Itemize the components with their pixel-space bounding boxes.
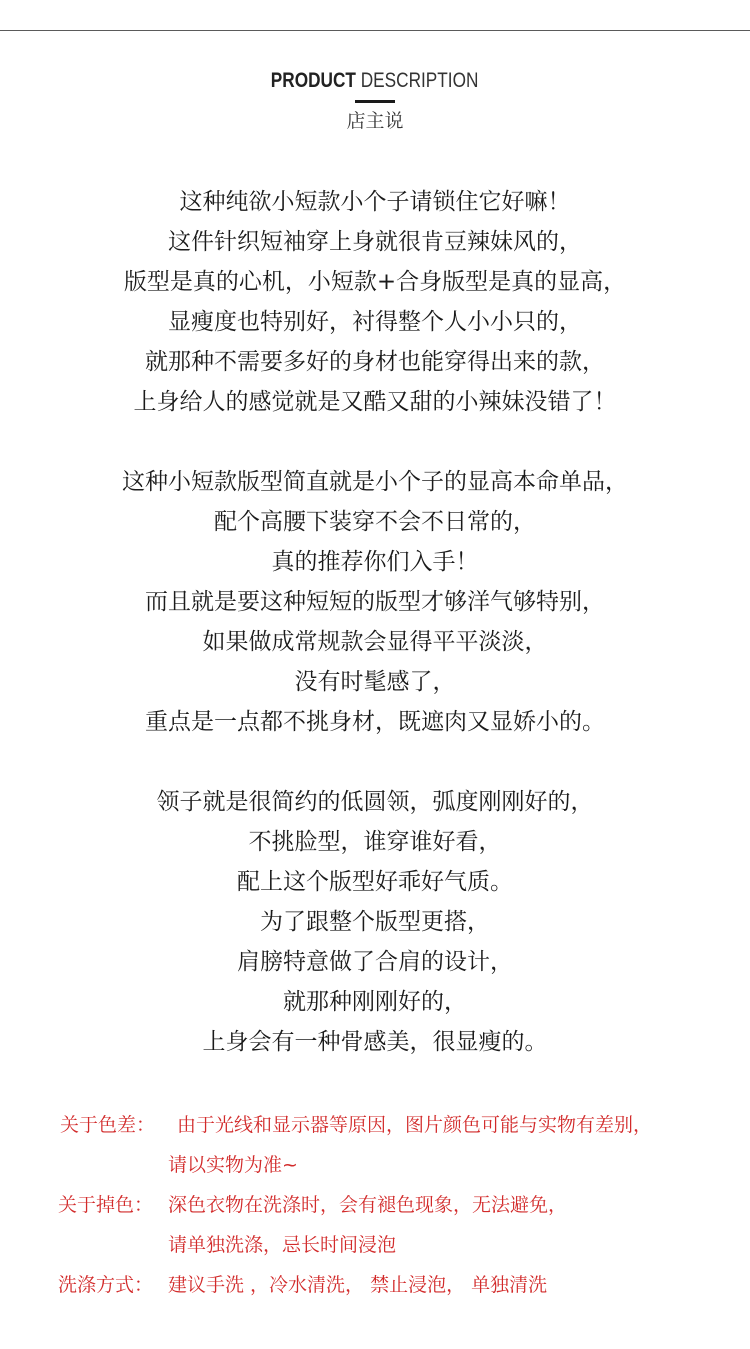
paragraph-line: 这件针织短袖穿上身就很肯豆辣妹风的， <box>168 229 582 255</box>
paragraph-line: 上身会有一种骨感美，很显瘦的。 <box>202 1029 548 1055</box>
note-washing-method <box>0 1265 750 1305</box>
paragraph-line: 而且就是要这种短短的版型才够洋气够特别， <box>145 589 605 615</box>
description-paragraph-2 <box>0 462 750 742</box>
note-text: 请以实物为准~ <box>168 1154 298 1176</box>
note-label-fading: 关于掉色： <box>58 1194 154 1216</box>
paragraph-line: 就那种刚刚好的， <box>283 989 467 1015</box>
note-label-washing: 洗涤方式： <box>58 1274 154 1296</box>
paragraph-line: 上身给人的感觉就是又酷又甜的小辣妹没错了！ <box>133 389 617 415</box>
paragraph-line: 没有时髦感了， <box>294 669 456 695</box>
paragraph-line: 真的推荐你们入手！ <box>271 549 479 575</box>
title-underline <box>355 100 395 103</box>
note-color-difference-continued <box>0 1145 750 1185</box>
description-paragraph-3 <box>0 782 750 1062</box>
note-label-color-difference: 关于色差： <box>60 1114 156 1136</box>
note-text: 建议手洗 ，冷水清洗， 禁止浸泡， 单独清洗 <box>168 1274 548 1296</box>
paragraph-line: 就那种不需要多好的身材也能穿得出来的款， <box>145 349 605 375</box>
note-text: 由于光线和显示器等原因，图片颜色可能与实物有差别， <box>177 1114 653 1136</box>
section-header <box>0 66 750 96</box>
note-text: 深色衣物在洗涤时，会有褪色现象，无法避免， <box>168 1194 568 1216</box>
paragraph-line: 肩膀特意做了合肩的设计， <box>237 949 513 975</box>
note-text: 请单独洗涤，忌长时间浸泡 <box>168 1234 397 1256</box>
note-color-difference <box>0 1105 750 1145</box>
description-paragraph-1 <box>0 182 750 422</box>
paragraph-line: 重点是一点都不挑身材，既遮肉又显娇小的。 <box>145 709 605 735</box>
paragraph-line: 这种纯欲小短款小个子请锁住它好嘛！ <box>179 189 571 215</box>
top-divider <box>0 30 750 31</box>
paragraph-line: 如果做成常规款会显得平平淡淡， <box>202 629 548 655</box>
section-title-bold: PRODUCT <box>271 69 357 92</box>
paragraph-line: 配上这个版型好乖好气质。 <box>237 869 513 895</box>
section-title <box>271 66 479 96</box>
paragraph-line: 显瘦度也特别好，衬得整个人小小只的， <box>168 309 582 335</box>
note-fading <box>0 1185 750 1225</box>
paragraph-line: 版型是真的心机，小短款+合身版型是真的显高， <box>123 269 627 295</box>
paragraph-line: 不挑脸型，谁穿谁好看， <box>248 829 502 855</box>
paragraph-line: 这种小短款版型简直就是小个子的显高本命单品， <box>122 469 628 495</box>
paragraph-line: 领子就是很简约的低圆领，弧度刚刚好的， <box>156 789 594 815</box>
section-title-light: DESCRIPTION <box>356 69 479 92</box>
paragraph-line: 为了跟整个版型更搭， <box>260 909 490 935</box>
section-subtitle: 店主说 <box>346 110 404 132</box>
note-fading-continued <box>0 1225 750 1265</box>
paragraph-line: 配个高腰下装穿不会不日常的， <box>214 509 536 535</box>
